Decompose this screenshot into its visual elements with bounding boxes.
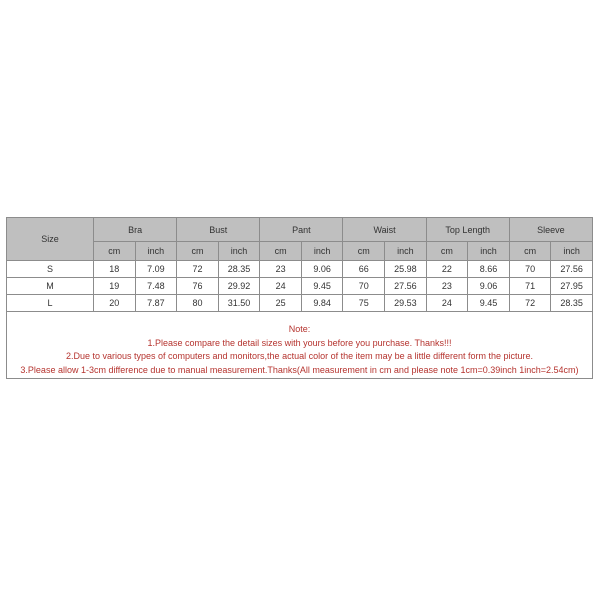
- value-cell: 23: [260, 261, 302, 278]
- unit-header-cm: cm: [260, 242, 302, 261]
- group-header-top-length: Top Length: [426, 218, 509, 242]
- value-cell: 8.66: [468, 261, 510, 278]
- value-cell: 7.09: [135, 261, 177, 278]
- value-cell: 29.92: [218, 278, 260, 295]
- table-row: [7, 295, 593, 312]
- value-cell: 19: [94, 278, 136, 295]
- value-cell: 66: [343, 261, 385, 278]
- value-cell: 9.45: [301, 278, 343, 295]
- value-cell: 9.84: [301, 295, 343, 312]
- value-cell: 24: [426, 295, 468, 312]
- notes-title: Note:: [288, 324, 311, 334]
- unit-header-inch: inch: [468, 242, 510, 261]
- value-cell: 25: [260, 295, 302, 312]
- group-header-pant: Pant: [260, 218, 343, 242]
- unit-header-inch: inch: [385, 242, 427, 261]
- note-line: 3.Please allow 1-3cm difference due to manual measurement.Thanks(All measurement in cm and please note 1cm=0.39inch 1inch=2.54cm): [20, 364, 579, 375]
- unit-header-cm: cm: [426, 242, 468, 261]
- value-cell: 75: [343, 295, 385, 312]
- size-cell: S: [7, 261, 94, 278]
- size-cell: L: [7, 295, 94, 312]
- unit-header-inch: inch: [301, 242, 343, 261]
- table-row: [7, 278, 593, 295]
- size-chart: [6, 217, 593, 379]
- size-cell: M: [7, 278, 94, 295]
- unit-header-inch: inch: [218, 242, 260, 261]
- value-cell: 7.48: [135, 278, 177, 295]
- value-cell: 76: [177, 278, 219, 295]
- unit-header-cm: cm: [94, 242, 136, 261]
- value-cell: 31.50: [218, 295, 260, 312]
- notes-box: [6, 312, 593, 379]
- unit-header-cm: cm: [509, 242, 551, 261]
- unit-header-cm: cm: [177, 242, 219, 261]
- value-cell: 71: [509, 278, 551, 295]
- value-cell: 70: [509, 261, 551, 278]
- value-cell: 22: [426, 261, 468, 278]
- group-header-waist: Waist: [343, 218, 426, 242]
- value-cell: 9.06: [301, 261, 343, 278]
- note-line: 2.Due to various types of computers and monitors,the actual color of the item may be a little different form the picture.: [65, 351, 534, 361]
- value-cell: 28.35: [551, 295, 593, 312]
- value-cell: 7.87: [135, 295, 177, 312]
- group-header-sleeve: Sleeve: [509, 218, 592, 242]
- value-cell: 72: [509, 295, 551, 312]
- value-cell: 24: [260, 278, 302, 295]
- value-cell: 23: [426, 278, 468, 295]
- value-cell: 27.56: [551, 261, 593, 278]
- size-table: [6, 217, 593, 312]
- value-cell: 9.45: [468, 295, 510, 312]
- unit-header-cm: cm: [343, 242, 385, 261]
- value-cell: 27.95: [551, 278, 593, 295]
- value-cell: 72: [177, 261, 219, 278]
- size-header: Size: [7, 218, 94, 261]
- unit-header-inch: inch: [551, 242, 593, 261]
- value-cell: 27.56: [385, 278, 427, 295]
- value-cell: 29.53: [385, 295, 427, 312]
- value-cell: 25.98: [385, 261, 427, 278]
- group-header-bust: Bust: [177, 218, 260, 242]
- value-cell: 9.06: [468, 278, 510, 295]
- value-cell: 20: [94, 295, 136, 312]
- value-cell: 18: [94, 261, 136, 278]
- value-cell: 28.35: [218, 261, 260, 278]
- unit-header-inch: inch: [135, 242, 177, 261]
- note-line: 1.Please compare the detail sizes with yours before you purchase. Thanks!!!: [147, 337, 452, 348]
- value-cell: 80: [177, 295, 219, 312]
- table-row: [7, 261, 593, 278]
- group-header-bra: Bra: [94, 218, 177, 242]
- value-cell: 70: [343, 278, 385, 295]
